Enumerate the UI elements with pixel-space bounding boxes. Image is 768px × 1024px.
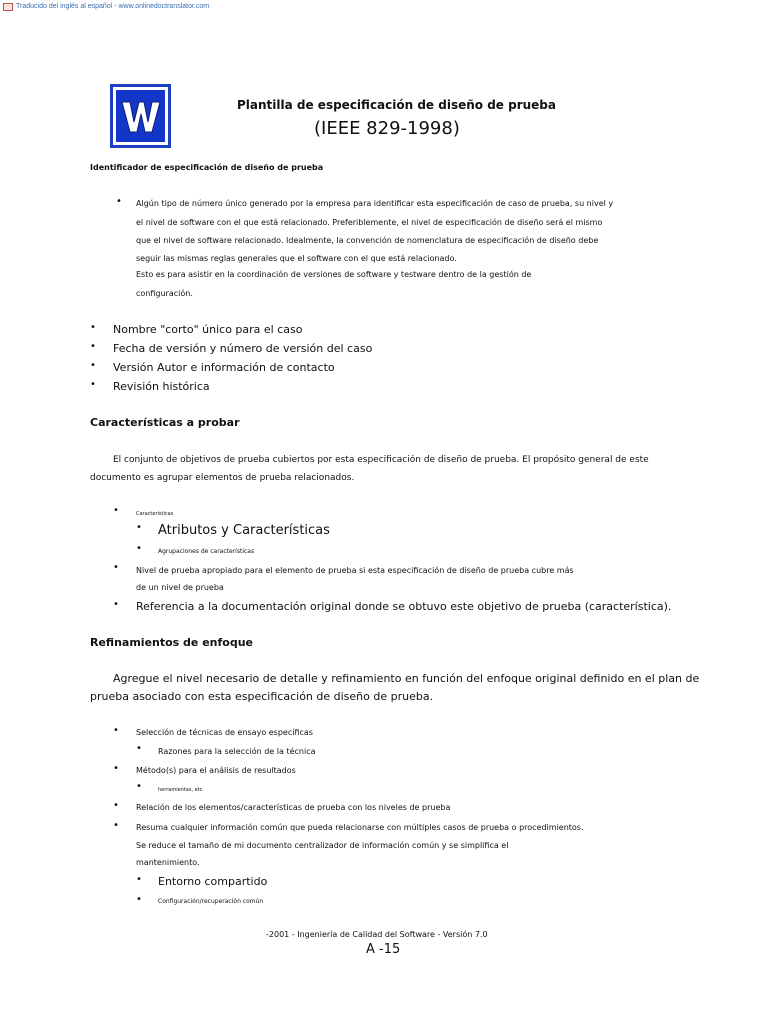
translator-link[interactable]: Traducido del inglés al español - www.onlinedoctranslator.com <box>16 3 210 10</box>
bullet: • <box>90 322 96 333</box>
sec2-para-line: Agregue el nivel necesario de detalle y refinamiento en función del enfoque original definido en el plan de <box>113 672 700 685</box>
sec2-list-item: Resuma cualquier información común que pueda relacionarse con múltiples casos de prueba o procedimientos. <box>136 823 584 832</box>
sec1-para-line: El conjunto de objetivos de prueba cubiertos por esta especificación de diseño de prueba. El propósito general de este <box>113 455 649 465</box>
id-para-line: el nivel de software con el que está relacionado. Preferiblemente, el nivel de especificación de diseño será el mismo <box>136 218 603 227</box>
sec2-list-item: herramientas, etc <box>158 787 203 793</box>
sec2-para-line: prueba asociado con esta especificación de diseño de prueba. <box>90 690 434 703</box>
id-para-line: configuración. <box>136 289 193 298</box>
bullet: • <box>116 196 122 207</box>
bullet: • <box>136 874 142 885</box>
bullet: • <box>113 820 119 831</box>
sec1-list-item: de un nivel de prueba <box>136 583 224 592</box>
bullet: • <box>136 894 142 905</box>
section-heading-refinements: Refinamientos de enfoque <box>90 636 254 649</box>
id-para-line: que el nivel de software relacionado. Idealmente, la convención de nomenclatura de especificación de diseño debe <box>136 236 599 245</box>
sec1-list-item: Nivel de prueba apropiado para el elemento de prueba si esta especificación de diseño de prueba cubre más <box>136 566 574 575</box>
sec2-list-item: mantenimiento. <box>136 858 200 867</box>
id-list-item: Fecha de versión y número de versión del caso <box>113 342 373 355</box>
sec2-list-item: Selección de técnicas de ensayo específicas <box>136 728 313 737</box>
translator-icon <box>3 3 13 11</box>
bullet: • <box>136 543 142 554</box>
id-para-line: Algún tipo de número único generado por la empresa para identificar esta especificación de caso de prueba, su nivel y <box>136 199 614 208</box>
bullet: • <box>136 743 142 754</box>
section-heading-features: Características a probar <box>90 416 240 429</box>
id-heading: Identificador de especificación de diseño de prueba <box>90 163 324 172</box>
bullet: • <box>113 763 119 774</box>
sec2-list-item: Se reduce el tamaño de mi documento centralizador de información común y se simplifica el <box>136 841 509 850</box>
bullet: • <box>113 599 119 610</box>
bullet: • <box>90 379 96 390</box>
page-number: A -15 <box>366 942 401 957</box>
word-logo-icon <box>110 84 171 148</box>
bullet: • <box>90 360 96 371</box>
bullet: • <box>136 781 142 792</box>
sec2-list-item: Configuración/recuperación común <box>158 898 264 905</box>
sec1-list-item: Características <box>136 511 174 517</box>
id-para-line: seguir las mismas reglas generales que el software con el que está relacionado. <box>136 254 457 263</box>
bullet: • <box>113 562 119 573</box>
bullet: • <box>113 505 119 516</box>
word-letter-graphic <box>119 96 163 136</box>
sec1-list-item: Agrupaciones de características <box>158 548 255 555</box>
id-para-line: Esto es para asistir en la coordinación de versiones de software y testware dentro de la gestión de <box>136 270 532 279</box>
id-list-item: Nombre "corto" único para el caso <box>113 323 303 336</box>
bullet: • <box>90 341 96 352</box>
doc-subtitle: (IEEE 829-1998) <box>314 118 460 139</box>
bullet: • <box>136 522 142 533</box>
sec2-list-item: Relación de los elementos/características de prueba con los niveles de prueba <box>136 803 451 812</box>
id-list-item: Versión Autor e información de contacto <box>113 361 335 374</box>
sec1-list-item: Referencia a la documentación original donde se obtuvo este objetivo de prueba (característica). <box>136 600 672 613</box>
bullet: • <box>113 725 119 736</box>
sec2-list-item: Razones para la selección de la técnica <box>158 747 316 756</box>
translator-banner[interactable] <box>0 0 209 13</box>
sec1-para-line: documento es agrupar elementos de prueba relacionados. <box>90 473 355 483</box>
bullet: • <box>113 800 119 811</box>
id-list-item: Revisión histórica <box>113 380 210 393</box>
sec1-list-item: Atributos y Características <box>158 523 330 538</box>
sec2-list-item: Entorno compartido <box>158 875 268 888</box>
sec2-list-item: Método(s) para el análisis de resultados <box>136 766 296 775</box>
doc-title: Plantilla de especificación de diseño de prueba <box>237 98 556 112</box>
page-footer: -2001 - Ingeniería de Calidad del Software - Versión 7.0 <box>266 930 488 939</box>
